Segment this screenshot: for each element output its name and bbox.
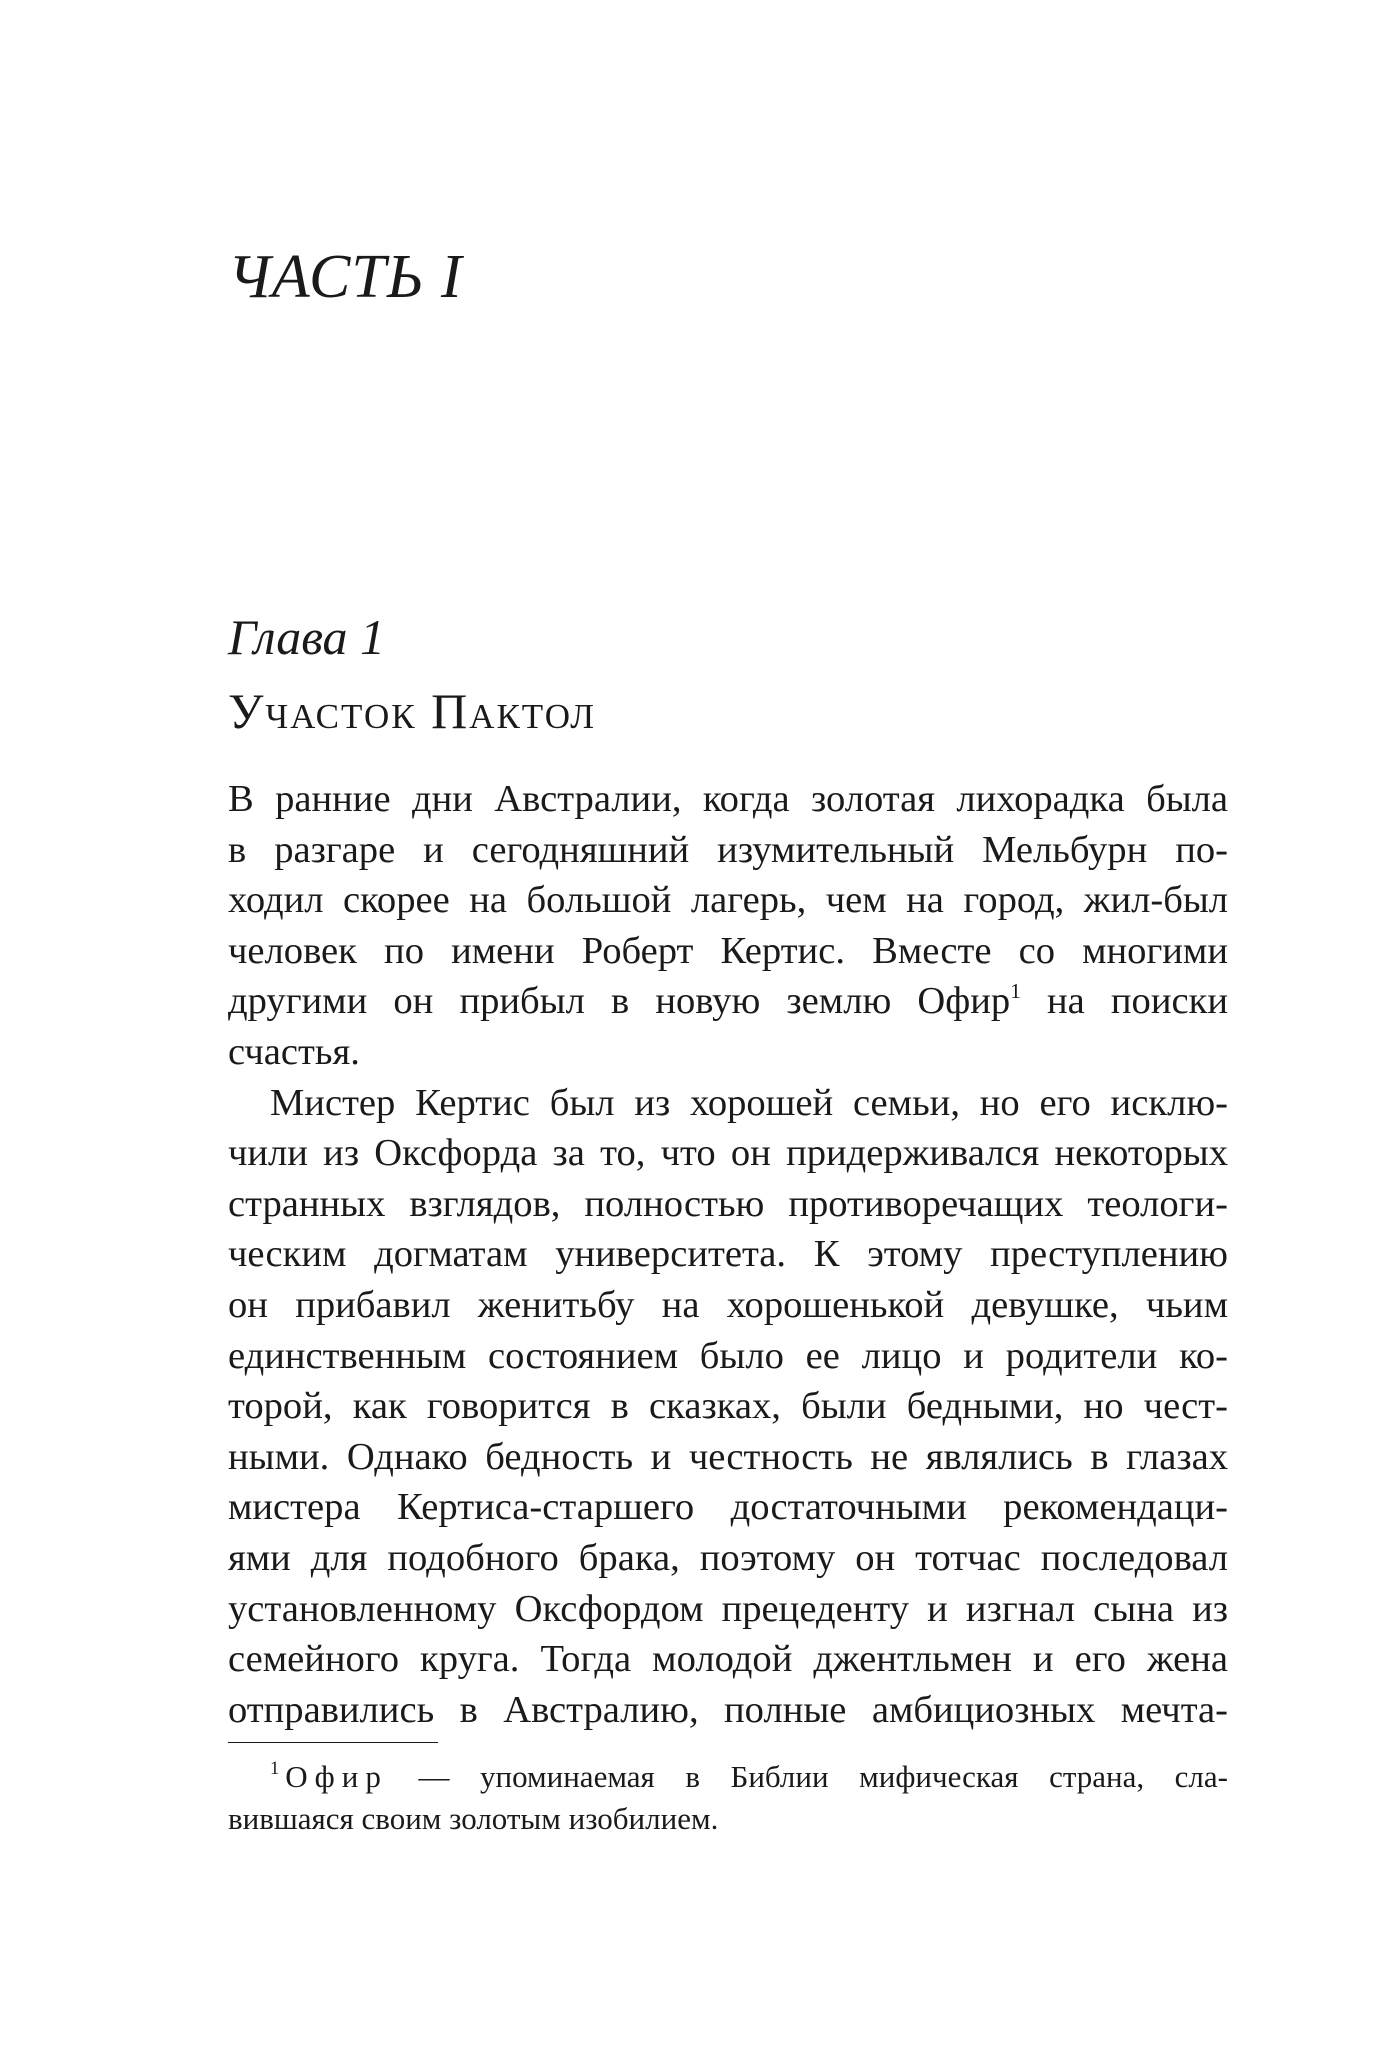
text-line: ными. Однако бедность и честность не являлись в глазах [228,1435,1228,1478]
text-line: ями для подобного брака, поэтому он тотчас последовал [228,1536,1228,1579]
footnote-reference[interactable]: 1 [1010,979,1021,1004]
text-line: в разгаре и сегодняшний изумительный Мельбурн по- [228,828,1228,871]
text-line: торой, как говорится в сказках, были бедными, но чест- [228,1385,1228,1428]
part-title: ЧАСТЬ I [228,243,463,311]
text-line: мистера Кертиса-старшего достаточными рекомендаци- [228,1486,1228,1529]
footnote-line: вившаяся своим золотым изобилием. [228,1801,719,1836]
footnote-term: Офир [285,1759,388,1794]
text-line: ческим догматам университета. К этому преступлению [228,1233,1228,1276]
text-line: он прибавил женитьбу на хорошенькой девушке, чьим [228,1283,1228,1326]
text-line: отправились в Австралию, полные амбициозных мечта- [228,1688,1228,1731]
text-line: странных взглядов, полностью противоречащих теологи- [228,1182,1228,1225]
footnote-mark: 1 [270,1757,280,1779]
text-line: счастья. [228,1030,360,1073]
text-line: человек по имени Роберт Кертис. Вместе со многими [228,929,1228,972]
text-line: чили из Оксфорда за то, что он придерживался некоторых [228,1132,1228,1175]
footnote-divider [228,1742,438,1743]
chapter-number: Глава 1 [228,609,386,665]
text-line: Мистер Кертис был из хорошей семьи, но его исклю- [270,1081,1228,1124]
text-line-with-footnote-ref [228,976,1228,1027]
chapter-body [228,774,1228,1735]
chapter-title: Участок Пактол [228,683,596,739]
text-fragment: другими он прибыл в новую землю Офир [228,980,1011,1023]
text-line: единственным состоянием было ее лицо и родители ко- [228,1334,1228,1377]
footnote-text: — упоминаемая в Библии мифическая страна, сла- [387,1759,1228,1794]
text-line: семейного круга. Тогда молодой джентльмен и его жена [228,1638,1228,1681]
footnote-line [228,1756,1228,1798]
text-line: установленному Оксфордом прецеденту и изгнал сына из [228,1587,1228,1630]
text-line: ходил скорее на большой лагерь, чем на город, жил-был [228,879,1228,922]
text-line: В ранние дни Австралии, когда золотая лихорадка была [228,778,1228,820]
text-fragment: на поиски [1020,980,1228,1023]
footnote [228,1756,1228,1840]
